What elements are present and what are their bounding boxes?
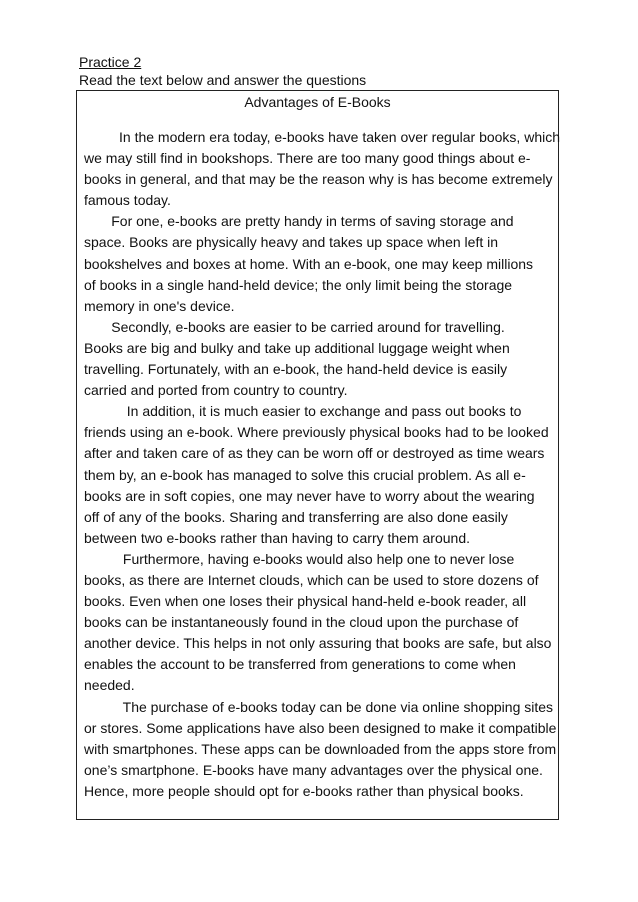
article-line: The purchase of e-books today can be done via online shopping sites — [84, 698, 554, 715]
article-line: Hence, more people should opt for e-books rather than physical books. — [84, 782, 524, 799]
article-line: books, as there are Internet clouds, which can be used to store dozens of — [84, 571, 539, 588]
article-line: another device. This helps in not only assuring that books are safe, but also — [84, 635, 552, 652]
article-line: carried and ported from country to country. — [84, 382, 348, 399]
instruction-text: Read the text below and answer the questions — [79, 72, 367, 88]
article-line: with smartphones. These apps can be downloaded from the apps store from — [84, 740, 557, 757]
article-line: books in general, and that may be the reason why is has become extremely — [84, 171, 553, 188]
article-line: bookshelves and boxes at home. With an e-book, one may keep millions — [84, 255, 534, 272]
article-body — [84, 127, 558, 802]
article-line: memory in one's device. — [84, 297, 235, 314]
article-line: of books in a single hand-held device; the only limit being the storage — [84, 276, 513, 293]
article-title: Advantages of E-Books — [244, 94, 391, 110]
article-line: For one, e-books are pretty handy in terms of saving storage and — [84, 213, 514, 230]
article-line: books can be instantaneously found in the cloud upon the purchase of — [84, 614, 519, 631]
article-line: between two e-books rather than having to carry them around. — [84, 529, 470, 546]
article-line: one’s smartphone. E-books have many advantages over the physical one. — [84, 761, 543, 778]
article-line: after and taken care of as they can be worn off or destroyed as time wears — [84, 445, 545, 462]
article-line: enables the account to be transferred from generations to come when — [84, 656, 516, 673]
article-line: books are in soft copies, one may never have to worry about the wearing — [84, 487, 535, 504]
article-line: Books are big and bulky and take up additional luggage weight when — [84, 339, 510, 356]
article-line: or stores. Some applications have also been designed to make it compatible — [84, 719, 557, 736]
article-box — [76, 90, 559, 820]
article-line: Furthermore, having e-books would also help one to never lose — [84, 550, 515, 567]
article-line: famous today. — [84, 192, 171, 209]
article-line: needed. — [84, 677, 135, 694]
article-line: In addition, it is much easier to exchange and pass out books to — [84, 403, 522, 420]
article-line: we may still find in bookshops. There are too many good things about e- — [84, 150, 531, 167]
article-line: off of any of the books. Sharing and transferring are also done easily — [84, 508, 508, 525]
article-line: space. Books are physically heavy and takes up space when left in — [84, 234, 499, 251]
article-line: books. Even when one loses their physical hand-held e-book reader, all — [84, 593, 527, 610]
article-line: Secondly, e-books are easier to be carried around for travelling. — [84, 318, 505, 335]
article-line: In the modern era today, e-books have taken over regular books, which — [84, 129, 560, 145]
article-line: them by, an e-book has managed to solve this crucial problem. As all e- — [84, 466, 526, 483]
article-line: travelling. Fortunately, with an e-book, the hand-held device is easily — [84, 361, 508, 378]
article-line: friends using an e-book. Where previously physical books had to be looked — [84, 424, 549, 441]
practice-heading: Practice 2 — [79, 54, 142, 70]
